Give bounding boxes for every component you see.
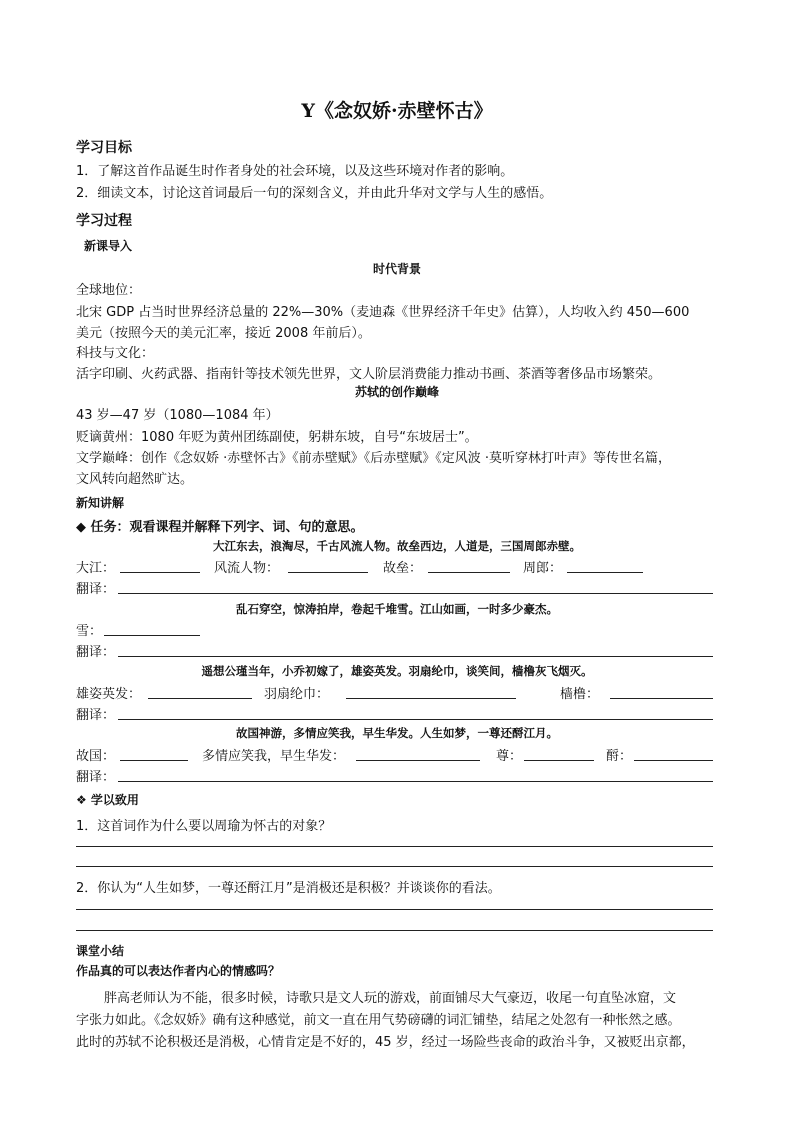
answer-blank[interactable] (346, 698, 516, 699)
term-label: 故国： (76, 749, 116, 764)
poem-line-1: 大江东去，浪淘尽，千古风流人物。故垒西边，人道是，三国周郎赤壁。 (213, 539, 581, 553)
answer-blank[interactable] (288, 572, 368, 573)
exile-text: 贬谪黄州：1080 年贬为黄州团练副使，躬耕东坡，自号“东坡居士”。 (76, 430, 478, 445)
age-text: 43 岁—47 岁（1080—1084 年） (76, 408, 279, 423)
term-label: 樯橹： (560, 687, 600, 702)
translate-label: 翻译： (76, 645, 116, 660)
global-text-2: 美元（按照今天的美元汇率，接近 2008 年前后）。 (76, 326, 371, 341)
answer-blank[interactable] (120, 760, 188, 761)
task-text: ◆ 任务：观看课程并解释下列字、词、句的意思。 (76, 520, 364, 535)
tech-text: 活字印刷、火药武器、指南针等技术领先世界，文人阶层消费能力推动书画、茶酒等奢侈品市场繁荣。 (76, 367, 662, 382)
answer-line[interactable] (76, 846, 713, 847)
translate-label: 翻译： (76, 582, 116, 597)
translate-label: 翻译： (76, 708, 116, 723)
answer-blank[interactable] (567, 572, 643, 573)
translation-blank[interactable] (118, 593, 713, 594)
new-knowledge-heading: 新知讲解 (76, 496, 125, 510)
apply-heading: ❖ 学以致用 (76, 793, 139, 807)
global-text-1: 北宋 GDP 占当时世界经济总量的 22%—30%（麦迪森《世界经济千年史》估算），人均收入约 450—600 (76, 305, 690, 320)
translation-blank[interactable] (118, 656, 713, 657)
summary-paragraph-line-1: 胖高老师认为不能，很多时候，诗歌只是文人玩的游戏，前面铺尽大气豪迈，收尾一句直坠冰窟，文 (104, 991, 677, 1006)
term-label: 尊： (496, 749, 523, 764)
term-label: 雪： (76, 624, 103, 639)
term-label: 故垒： (383, 561, 423, 576)
background-title: 时代背景 (372, 262, 421, 276)
intro-heading: 新课导入 (84, 239, 133, 253)
term-label: 羽扇纶巾： (264, 687, 330, 702)
answer-blank[interactable] (524, 760, 594, 761)
answer-blank[interactable] (356, 760, 480, 761)
summary-question: 作品真的可以表达作者内心的情感吗？ (76, 964, 281, 978)
works-text-2: 文风转向超然旷达。 (76, 472, 194, 487)
translate-label: 翻译： (76, 770, 116, 785)
answer-line[interactable] (76, 866, 713, 867)
process-heading: 学习过程 (76, 213, 132, 229)
goal-item-1: 1．了解这首作品诞生时作者身处的社会环境，以及这些环境对作者的影响。 (76, 164, 514, 179)
question-2: 2．你认为“人生如梦，一尊还酹江月”是消极还是积极？并谈谈你的看法。 (76, 881, 501, 896)
poem-line-3: 遥想公瑾当年，小乔初嫁了，雄姿英发。羽扇纶巾，谈笑间，樯橹灰飞烟灭。 (201, 664, 593, 678)
summary-paragraph-line-2: 字张力如此。《念奴娇》确有这种感觉，前文一直在用气势磅礴的词汇铺垫，结尾之处忽有一种怅然之感。 (76, 1013, 681, 1028)
poem-line-2: 乱石穿空，惊涛拍岸，卷起千堆雪。江山如画，一时多少豪杰。 (236, 602, 558, 616)
term-label: 大江： (76, 561, 116, 576)
translation-blank[interactable] (118, 719, 713, 720)
answer-blank[interactable] (120, 572, 200, 573)
goal-item-2: 2．细读文本，讨论这首词最后一句的深刻含义，并由此升华对文学与人生的感悟。 (76, 186, 553, 201)
answer-line[interactable] (76, 909, 713, 910)
term-label: 周郎： (523, 561, 563, 576)
answer-blank[interactable] (610, 698, 713, 699)
answer-blank[interactable] (428, 572, 510, 573)
poem-line-4: 故国神游，多情应笑我，早生华发。人生如梦，一尊还酹江月。 (236, 726, 558, 740)
answer-blank[interactable] (634, 760, 713, 761)
answer-blank[interactable] (104, 635, 200, 636)
term-label: 雄姿英发： (76, 687, 142, 702)
question-1: 1．这首词作为什么要以周瑜为怀古的对象？ (76, 819, 332, 834)
summary-heading: 课堂小结 (76, 944, 125, 958)
term-label: 酹： (606, 749, 633, 764)
answer-line[interactable] (76, 930, 713, 931)
translation-blank[interactable] (118, 781, 713, 782)
term-label: 风流人物： (214, 561, 280, 576)
tech-label: 科技与文化： (76, 346, 155, 361)
term-label: 多情应笑我，早生华发： (202, 749, 346, 764)
peak-title: 苏轼的创作巅峰 (354, 385, 439, 399)
works-text-1: 文学巅峰：创作《念奴娇 ·赤壁怀古》《前赤壁赋》《后赤壁赋》《定风波 ·莫听穿林打叶声》等传世名篇， (76, 451, 672, 466)
answer-blank[interactable] (148, 698, 252, 699)
global-label: 全球地位： (76, 283, 142, 298)
summary-paragraph-line-3: 此时的苏轼不论积极还是消极，心情肯定是不好的，45 岁，经过一场险些丧命的政治斗争，又被贬出京都， (76, 1035, 695, 1050)
page-title: Y《念奴娇·赤壁怀古》 (301, 100, 493, 122)
goals-heading: 学习目标 (76, 140, 132, 156)
